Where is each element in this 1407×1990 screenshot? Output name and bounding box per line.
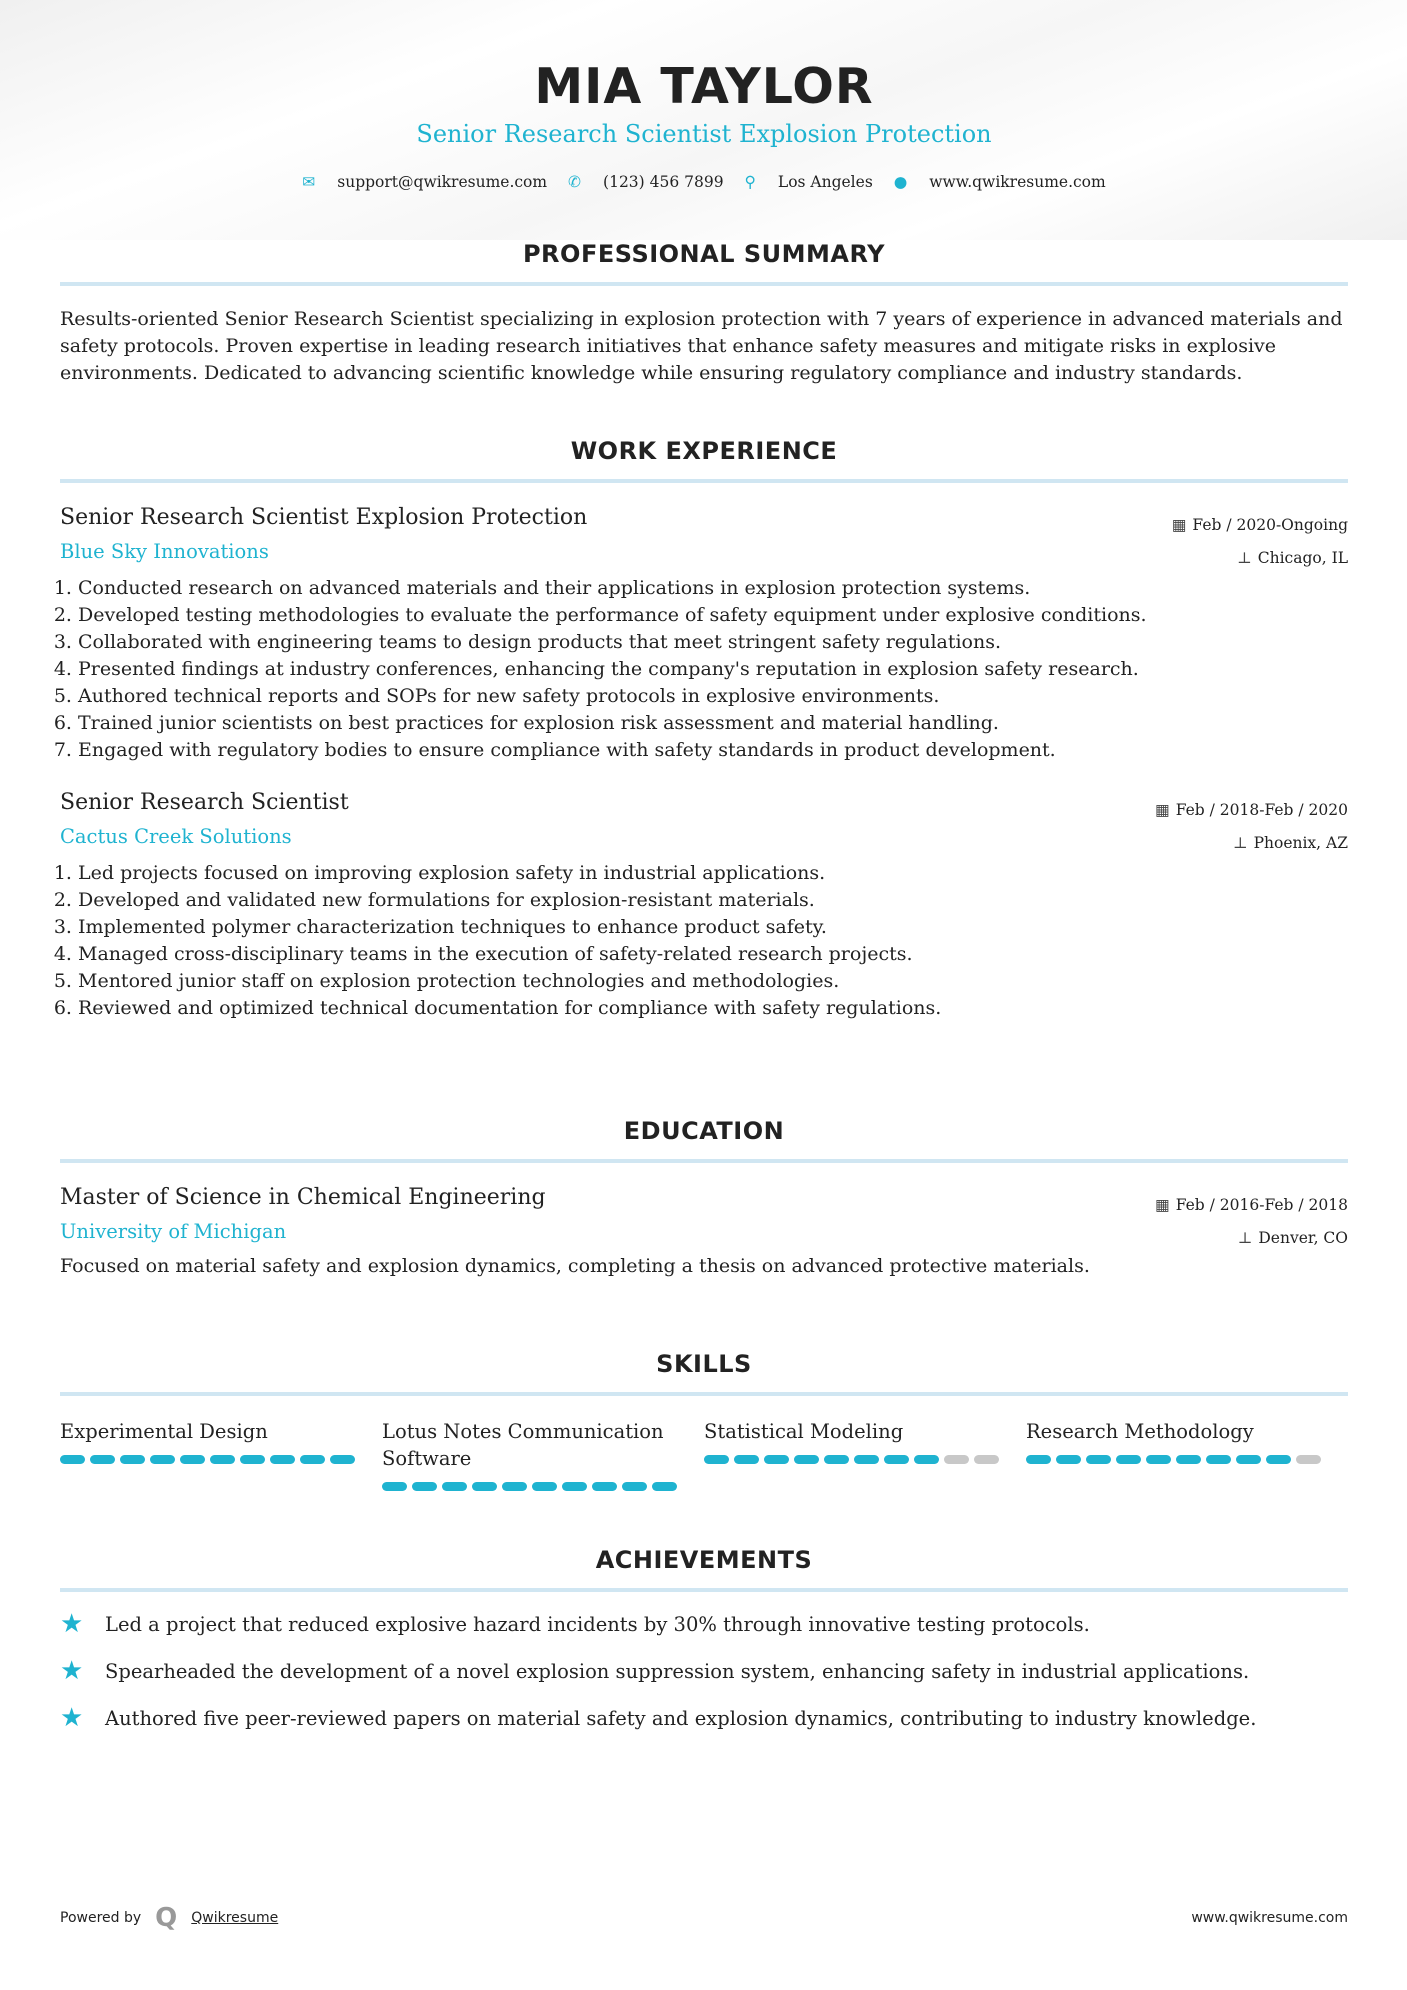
- job-bullet: 5. Mentored junior staff on explosion protection technologies and methodologies.: [78, 968, 1348, 995]
- section-heading: SKILLS: [60, 1350, 1348, 1396]
- school: University of Michigan: [60, 1220, 287, 1243]
- skill-level-bar: [382, 1482, 704, 1491]
- job-dates: Feb / 2020-Ongoing: [1192, 516, 1348, 534]
- achievement-text: Spearheaded the development of a novel explosion suppression system, enhancing safety in industrial applications.: [105, 1659, 1250, 1683]
- skill-name: Research Methodology: [1026, 1420, 1254, 1443]
- map-pin-icon: ⚲: [744, 173, 756, 191]
- job-bullet: 4. Presented findings at industry conferences, enhancing the company's reputation in explosion safety research.: [78, 656, 1348, 683]
- job-location: Chicago, IL: [1257, 549, 1348, 567]
- skill-level-segment: [1086, 1455, 1111, 1464]
- job-bullet: 5. Authored technical reports and SOPs for new safety protocols in explosive environments.: [78, 683, 1348, 710]
- job-bullets: [60, 575, 1348, 764]
- skill-level-segment: [704, 1455, 729, 1464]
- brand-link[interactable]: Qwikresume: [191, 1910, 279, 1926]
- pin-icon: ⊥: [1237, 1229, 1253, 1247]
- achievement-item: [60, 1656, 1348, 1686]
- job-dates: Feb / 2018-Feb / 2020: [1175, 801, 1348, 819]
- job-bullet: 1. Led projects focused on improving explosion safety in industrial applications.: [78, 860, 1348, 887]
- skill-item: [1026, 1418, 1348, 1491]
- skill-name: Lotus Notes Communication Software: [382, 1420, 664, 1470]
- qwikresume-logo-icon: Q: [155, 1903, 178, 1933]
- skill-level-segment: [532, 1482, 557, 1491]
- skill-level-segment: [382, 1482, 407, 1491]
- skill-level-segment: [764, 1455, 789, 1464]
- job-location: Phoenix, AZ: [1253, 834, 1348, 852]
- achievements-section: [60, 1546, 1348, 1733]
- phone-icon: ✆: [568, 173, 582, 191]
- calendar-icon: ▦: [1171, 516, 1187, 534]
- footer-url[interactable]: www.qwikresume.com: [1191, 1910, 1348, 1926]
- skill-level-bar: [1026, 1455, 1348, 1464]
- skill-level-bar: [60, 1455, 382, 1464]
- achievement-item: [60, 1609, 1348, 1639]
- skill-level-segment: [60, 1455, 85, 1464]
- company: Cactus Creek Solutions: [60, 825, 292, 848]
- experience-section: [60, 437, 1348, 1022]
- envelope-icon: ✉: [302, 173, 316, 191]
- section-heading: ACHIEVEMENTS: [60, 1546, 1348, 1592]
- skill-item: [382, 1418, 704, 1491]
- section-heading: PROFESSIONAL SUMMARY: [60, 240, 1348, 286]
- skill-level-segment: [180, 1455, 205, 1464]
- skill-level-segment: [1236, 1455, 1261, 1464]
- skill-level-segment: [824, 1455, 849, 1464]
- pin-icon: ⊥: [1233, 834, 1248, 852]
- skill-level-segment: [734, 1455, 759, 1464]
- skill-level-segment: [1146, 1455, 1171, 1464]
- section-heading: EDUCATION: [60, 1117, 1348, 1163]
- skill-level-segment: [442, 1482, 467, 1491]
- job-bullets: [60, 860, 1348, 1022]
- contact-email[interactable]: support@qwikresume.com: [337, 173, 548, 191]
- achievement-text: Led a project that reduced explosive hazard incidents by 30% through innovative testing protocols.: [105, 1612, 1090, 1636]
- job-bullet: 6. Trained junior scientists on best practices for explosion risk assessment and material handling.: [78, 710, 1348, 737]
- globe-icon: ●: [893, 173, 908, 191]
- star-icon: ★: [60, 1703, 84, 1733]
- job-title: Senior Research Scientist Explosion Protection: [60, 505, 588, 530]
- skill-level-bar: [704, 1455, 1026, 1464]
- summary-text: Results-oriented Senior Research Scientist specializing in explosion protection with 7 years of experience in advanced materials and safety protocols. Proven expertise in leading research initiatives that enhance safety measures and mitigate risks in explosive environments. Dedicated to advancing scientific knowledge while ensuring regulatory compliance and industry standards.: [60, 308, 1343, 384]
- skill-level-segment: [90, 1455, 115, 1464]
- contact-bar: [60, 173, 1348, 191]
- education-section: [60, 1117, 1348, 1280]
- job-bullet: 3. Collaborated with engineering teams to design products that meet stringent safety regulations.: [78, 629, 1348, 656]
- skill-level-segment: [120, 1455, 145, 1464]
- skill-level-segment: [884, 1455, 909, 1464]
- skill-level-segment: [1056, 1455, 1081, 1464]
- candidate-title: Senior Research Scientist Explosion Protection: [416, 120, 992, 148]
- skill-level-segment: [622, 1482, 647, 1491]
- job-entry: [60, 790, 1348, 1022]
- job-bullet: 6. Reviewed and optimized technical documentation for compliance with safety regulations.: [78, 995, 1348, 1022]
- calendar-icon: ▦: [1155, 801, 1170, 819]
- skill-level-segment: [300, 1455, 325, 1464]
- star-icon: ★: [60, 1656, 84, 1686]
- skill-level-segment: [592, 1482, 617, 1491]
- edu-dates: Feb / 2016-Feb / 2018: [1175, 1196, 1348, 1214]
- summary-section: [60, 240, 1348, 387]
- contact-location: Los Angeles: [777, 173, 873, 191]
- skill-level-segment: [1116, 1455, 1141, 1464]
- skill-item: [704, 1418, 1026, 1491]
- job-title: Senior Research Scientist: [60, 790, 349, 815]
- skill-level-segment: [562, 1482, 587, 1491]
- skill-level-segment: [1296, 1455, 1321, 1464]
- skill-level-segment: [270, 1455, 295, 1464]
- skill-level-segment: [854, 1455, 879, 1464]
- section-heading: WORK EXPERIENCE: [60, 437, 1348, 483]
- degree: Master of Science in Chemical Engineering: [60, 1185, 546, 1210]
- achievement-item: [60, 1703, 1348, 1733]
- edu-text: Focused on material safety and explosion dynamics, completing a thesis on advanced protective materials.: [60, 1255, 1090, 1277]
- contact-phone: (123) 456 7899: [603, 173, 724, 191]
- job-bullet: 7. Engaged with regulatory bodies to ensure compliance with safety standards in product development.: [78, 737, 1348, 764]
- skill-level-segment: [330, 1455, 355, 1464]
- footer: [60, 1903, 1348, 1933]
- skill-name: Experimental Design: [60, 1420, 268, 1443]
- job-bullet: 1. Conducted research on advanced materials and their applications in explosion protection systems.: [78, 575, 1348, 602]
- skill-level-segment: [502, 1482, 527, 1491]
- calendar-icon: ▦: [1155, 1196, 1170, 1214]
- job-bullet: 3. Implemented polymer characterization techniques to enhance product safety.: [78, 914, 1348, 941]
- job-entry: [60, 505, 1348, 764]
- skill-level-segment: [412, 1482, 437, 1491]
- job-bullet: 2. Developed testing methodologies to evaluate the performance of safety equipment under explosive conditions.: [78, 602, 1348, 629]
- skill-level-segment: [1266, 1455, 1291, 1464]
- skills-section: [60, 1350, 1348, 1491]
- skill-level-segment: [1206, 1455, 1231, 1464]
- skill-item: [60, 1418, 382, 1491]
- skill-level-segment: [240, 1455, 265, 1464]
- pin-icon: ⊥: [1237, 549, 1252, 567]
- skill-level-segment: [652, 1482, 677, 1491]
- skill-level-segment: [944, 1455, 969, 1464]
- education-entry: [60, 1185, 1348, 1280]
- skill-level-segment: [914, 1455, 939, 1464]
- powered-by: Powered by: [60, 1910, 142, 1926]
- skill-level-segment: [210, 1455, 235, 1464]
- skill-level-segment: [472, 1482, 497, 1491]
- job-bullet: 4. Managed cross-disciplinary teams in the execution of safety-related research projects.: [78, 941, 1348, 968]
- skill-level-segment: [974, 1455, 999, 1464]
- edu-location: Denver, CO: [1258, 1229, 1348, 1247]
- star-icon: ★: [60, 1609, 84, 1639]
- candidate-name: MIA TAYLOR: [534, 58, 874, 115]
- achievement-text: Authored five peer-reviewed papers on material safety and explosion dynamics, contributing to industry knowledge.: [105, 1706, 1257, 1730]
- skill-level-segment: [794, 1455, 819, 1464]
- contact-website[interactable]: www.qwikresume.com: [929, 173, 1106, 191]
- job-bullet: 2. Developed and validated new formulations for explosion-resistant materials.: [78, 887, 1348, 914]
- skill-level-segment: [150, 1455, 175, 1464]
- company: Blue Sky Innovations: [60, 540, 269, 563]
- skill-level-segment: [1176, 1455, 1201, 1464]
- skill-name: Statistical Modeling: [704, 1420, 904, 1443]
- skill-level-segment: [1026, 1455, 1051, 1464]
